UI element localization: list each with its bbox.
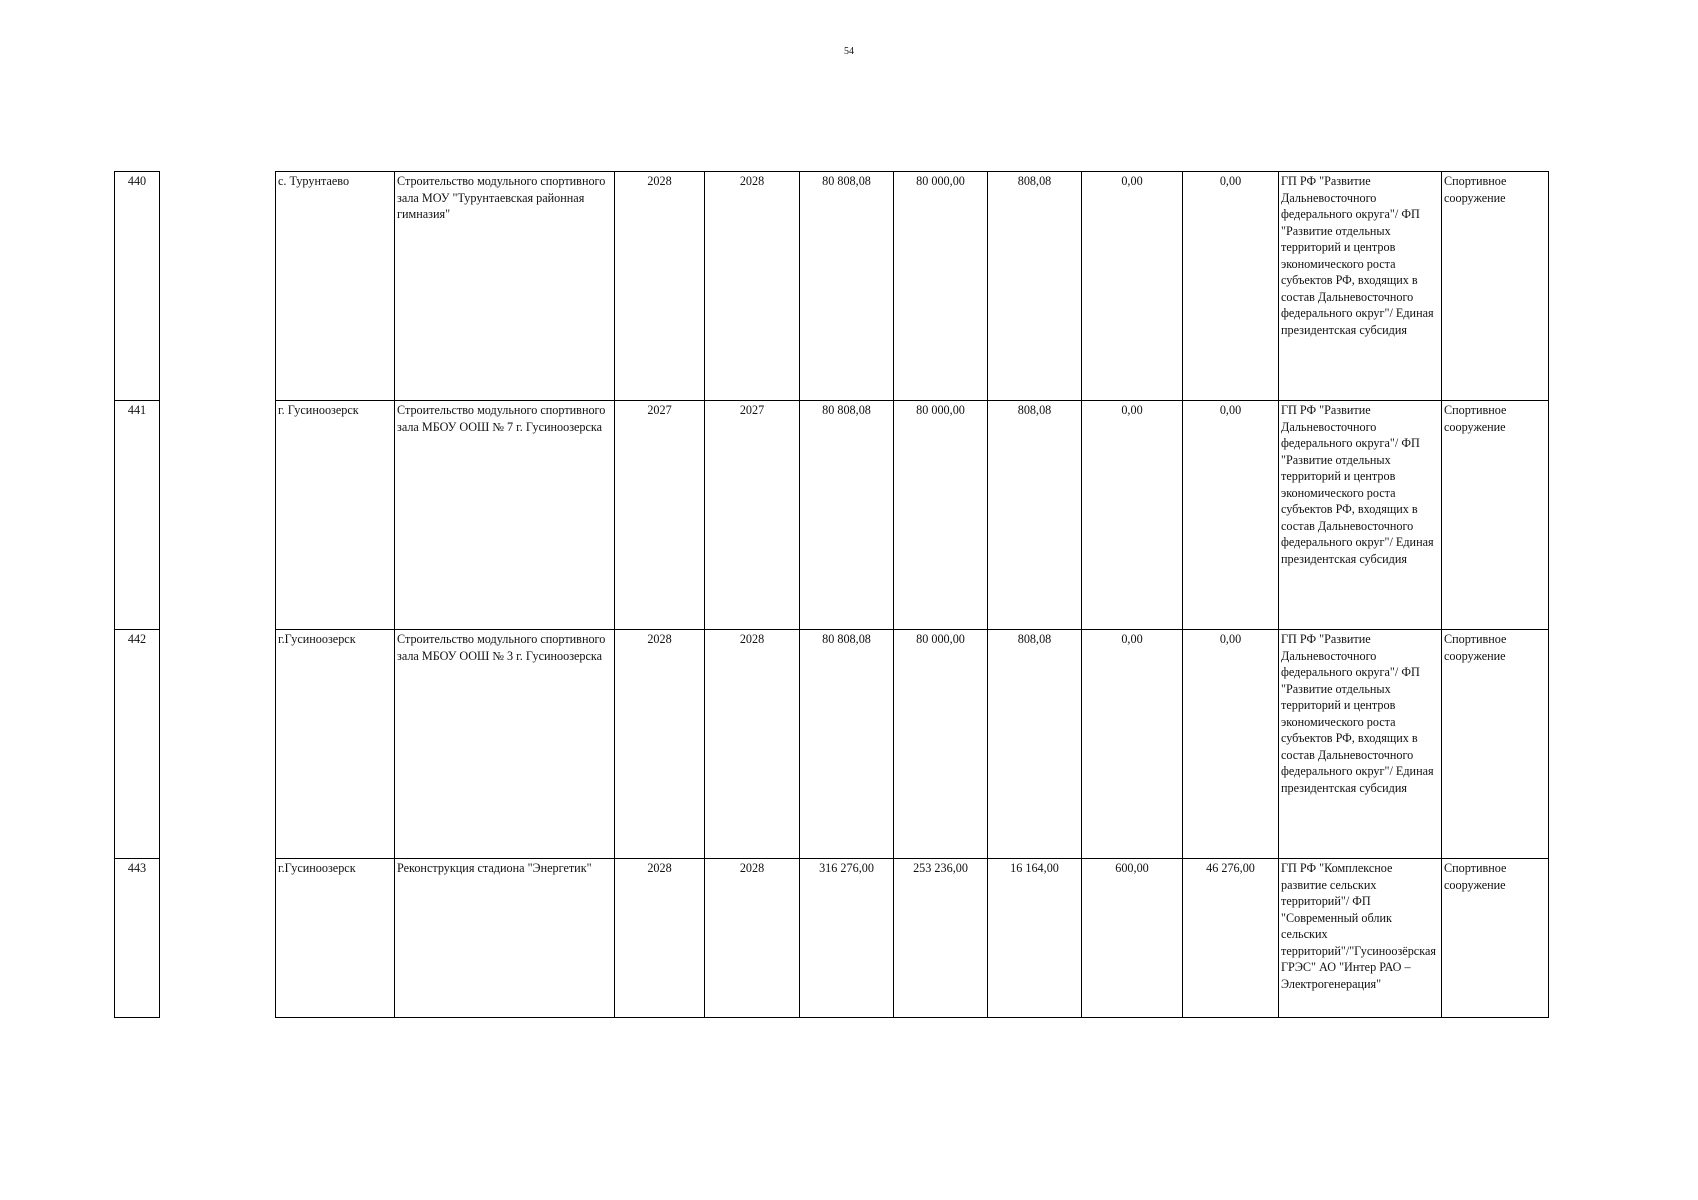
object-cell: Строительство модульного спортивного зала МБОУ ООШ № 3 г. Гусиноозерска <box>394 629 615 859</box>
page-number: 54 <box>844 46 854 57</box>
object-cell: Строительство модульного спортивного зала МБОУ ООШ № 7 г. Гусиноозерска <box>394 400 615 630</box>
other-cell: 0,00 <box>1182 400 1279 630</box>
local-cell: 0,00 <box>1081 171 1183 401</box>
type-cell: Спортивное сооружение <box>1441 629 1549 859</box>
regional-cell: 16 164,00 <box>987 858 1082 1018</box>
year-end-cell: 2028 <box>704 858 800 1018</box>
year-start-cell: 2028 <box>614 171 705 401</box>
total-cell: 80 808,08 <box>799 400 894 630</box>
regional-cell: 808,08 <box>987 400 1082 630</box>
year-start-cell: 2028 <box>614 858 705 1018</box>
local-cell: 0,00 <box>1081 629 1183 859</box>
year-start-cell: 2028 <box>614 629 705 859</box>
row-number: 440 <box>114 171 160 401</box>
type-cell: Спортивное сооружение <box>1441 858 1549 1018</box>
regional-cell: 808,08 <box>987 629 1082 859</box>
regional-cell: 808,08 <box>987 171 1082 401</box>
federal-cell: 80 000,00 <box>893 629 988 859</box>
year-end-cell: 2028 <box>704 629 800 859</box>
type-cell: Спортивное сооружение <box>1441 171 1549 401</box>
other-cell: 0,00 <box>1182 171 1279 401</box>
program-cell: ГП РФ "Развитие Дальневосточного федерального округа"/ ФП "Развитие отдельных территорий и центров экономического роста субъектов РФ, входящих в состав Дальневосточного федерального округ"/ Единая президентская субсидия <box>1278 400 1442 630</box>
object-cell: Реконструкция стадиона "Энергетик" <box>394 858 615 1018</box>
row-number: 443 <box>114 858 160 1018</box>
year-end-cell: 2028 <box>704 171 800 401</box>
local-cell: 600,00 <box>1081 858 1183 1018</box>
program-cell: ГП РФ "Развитие Дальневосточного федерального округа"/ ФП "Развитие отдельных территорий и центров экономического роста субъектов РФ, входящих в состав Дальневосточного федерального округ"/ Единая президентская субсидия <box>1278 629 1442 859</box>
locality-cell: г.Гусиноозерск <box>275 858 395 1018</box>
locality-cell: г. Гусиноозерск <box>275 400 395 630</box>
row-number: 441 <box>114 400 160 630</box>
program-cell: ГП РФ "Развитие Дальневосточного федерального округа"/ ФП "Развитие отдельных территорий и центров экономического роста субъектов РФ, входящих в состав Дальневосточного федерального округ"/ Единая президентская субсидия <box>1278 171 1442 401</box>
program-cell: ГП РФ "Комплексное развитие сельских территорий"/ ФП "Современный облик сельских территорий"/"Гусиноозёрская ГРЭС" АО "Интер РАО – Электрогенерация" <box>1278 858 1442 1018</box>
object-cell: Строительство модульного спортивного зала МОУ "Турунтаевская районная гимназия" <box>394 171 615 401</box>
locality-cell: г.Гусиноозерск <box>275 629 395 859</box>
total-cell: 80 808,08 <box>799 629 894 859</box>
row-number: 442 <box>114 629 160 859</box>
other-cell: 46 276,00 <box>1182 858 1279 1018</box>
local-cell: 0,00 <box>1081 400 1183 630</box>
federal-cell: 80 000,00 <box>893 171 988 401</box>
projects-table <box>0 171 1698 1018</box>
total-cell: 80 808,08 <box>799 171 894 401</box>
federal-cell: 80 000,00 <box>893 400 988 630</box>
year-start-cell: 2027 <box>614 400 705 630</box>
total-cell: 316 276,00 <box>799 858 894 1018</box>
type-cell: Спортивное сооружение <box>1441 400 1549 630</box>
locality-cell: с. Турунтаево <box>275 171 395 401</box>
year-end-cell: 2027 <box>704 400 800 630</box>
federal-cell: 253 236,00 <box>893 858 988 1018</box>
other-cell: 0,00 <box>1182 629 1279 859</box>
